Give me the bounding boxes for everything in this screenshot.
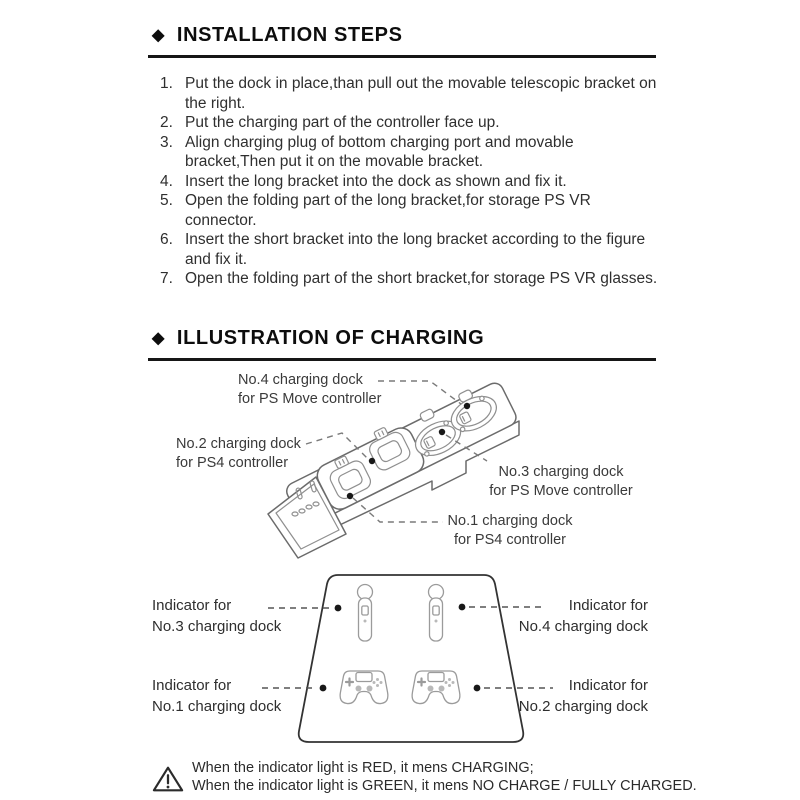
- installation-steps-title-text: INSTALLATION STEPS: [176, 24, 403, 46]
- indicator-label-line: No.3 charging dock: [152, 618, 282, 635]
- indicator-label-line: Indicator for: [568, 677, 648, 694]
- step-text: Open the folding part of the short bracket,for storage PS VR glasses.: [185, 270, 658, 287]
- indicator-label-line: Indicator for: [152, 597, 232, 614]
- indicator-label-no3: [152, 595, 281, 637]
- indicator-label-line: Indicator for: [152, 677, 232, 694]
- step-item-2: [160, 113, 665, 133]
- warning-text: [192, 760, 697, 795]
- step-item-6: [160, 230, 665, 269]
- dock-point-no3: [439, 429, 445, 435]
- indicator-dot-no1: [320, 685, 327, 692]
- ps-move-controller-icon: [358, 585, 373, 642]
- charging-dock-illustration: [0, 361, 800, 565]
- dock-label-line: No.4 charging dock: [238, 372, 363, 388]
- dock-label-line: No.1 charging dock: [447, 513, 573, 529]
- dock-point-no1: [347, 493, 353, 499]
- dock-label-line: No.3 charging dock: [498, 464, 624, 480]
- dock-label-no4: [238, 371, 381, 409]
- dock-label-line: for PS Move controller: [238, 391, 382, 407]
- dock-point-no2: [369, 458, 375, 464]
- dock-label-line: No.2 charging dock: [176, 436, 301, 452]
- warning-line-1: When the indicator light is RED, it mens CHARGING;: [192, 760, 534, 776]
- dock-label-line: for PS Move controller: [489, 483, 633, 499]
- dock-label-no2: [176, 435, 301, 473]
- dock-label-no3: [461, 463, 661, 501]
- indicator-label-no2: [519, 675, 648, 717]
- step-item-4: [160, 172, 665, 192]
- step-number: 2.: [160, 114, 173, 131]
- dock-figure: [0, 361, 800, 565]
- step-item-3: [160, 133, 665, 172]
- indicator-label-line: No.2 charging dock: [518, 698, 648, 715]
- indicator-figure: [0, 565, 800, 760]
- step-number: 7.: [160, 270, 173, 287]
- indicator-label-line: No.1 charging dock: [152, 698, 282, 715]
- step-number: 4.: [160, 172, 173, 190]
- step-text: Put the charging part of the controller face up.: [185, 114, 500, 131]
- leader-line-no4: [378, 381, 461, 404]
- diamond-bullet-icon: ◆: [152, 330, 165, 347]
- indicator-panel-illustration: [0, 565, 800, 760]
- indicator-label-no4: [519, 595, 648, 637]
- dock-label-no1: [430, 512, 590, 550]
- diamond-bullet-icon: ◆: [152, 27, 165, 44]
- step-number: 3.: [160, 133, 173, 151]
- step-item-5: [160, 191, 665, 230]
- dock-point-no4: [464, 403, 470, 409]
- step-item-1: [160, 74, 665, 113]
- step-text: Align charging plug of bottom charging port and movable bracket,Then put it on the movable bracket.: [185, 133, 574, 170]
- indicator-label-line: No.4 charging dock: [518, 618, 648, 635]
- dock-label-line: for PS4 controller: [176, 455, 289, 471]
- step-text: Insert the long bracket into the dock as shown and fix it.: [185, 172, 567, 190]
- installation-steps-title: [152, 24, 403, 47]
- installation-step-list: [160, 74, 665, 289]
- step-number: 6.: [160, 231, 173, 248]
- illustration-of-charging-title: [152, 327, 484, 350]
- ps-move-controller-icon: [429, 585, 444, 642]
- step-item-7: [160, 269, 665, 289]
- step-number: 5.: [160, 192, 173, 209]
- illustration-of-charging-title-text: ILLUSTRATION OF CHARGING: [176, 327, 485, 349]
- step-text: Open the folding part of the long bracket,for storage PS VR connector.: [185, 192, 591, 229]
- step-number: 1.: [160, 75, 173, 92]
- indicator-label-no1: [152, 675, 281, 717]
- title-rule: [148, 55, 656, 58]
- warning-triangle-icon: [152, 764, 184, 794]
- dock-label-line: for PS4 controller: [453, 532, 567, 548]
- indicator-dot-no3: [335, 605, 342, 612]
- indicator-dot-no2: [474, 685, 481, 692]
- step-text: Insert the short bracket into the long bracket according to the figure and fix it.: [185, 231, 646, 268]
- indicator-label-line: Indicator for: [568, 597, 648, 614]
- step-text: Put the dock in place,than pull out the movable telescopic bracket on the right.: [185, 75, 657, 112]
- indicator-dot-no4: [459, 604, 466, 611]
- warning-line-2: When the indicator light is GREEN, it mens NO CHARGE / FULLY CHARGED.: [192, 777, 697, 794]
- warning-note: [0, 758, 800, 800]
- panel-outline: [299, 575, 524, 742]
